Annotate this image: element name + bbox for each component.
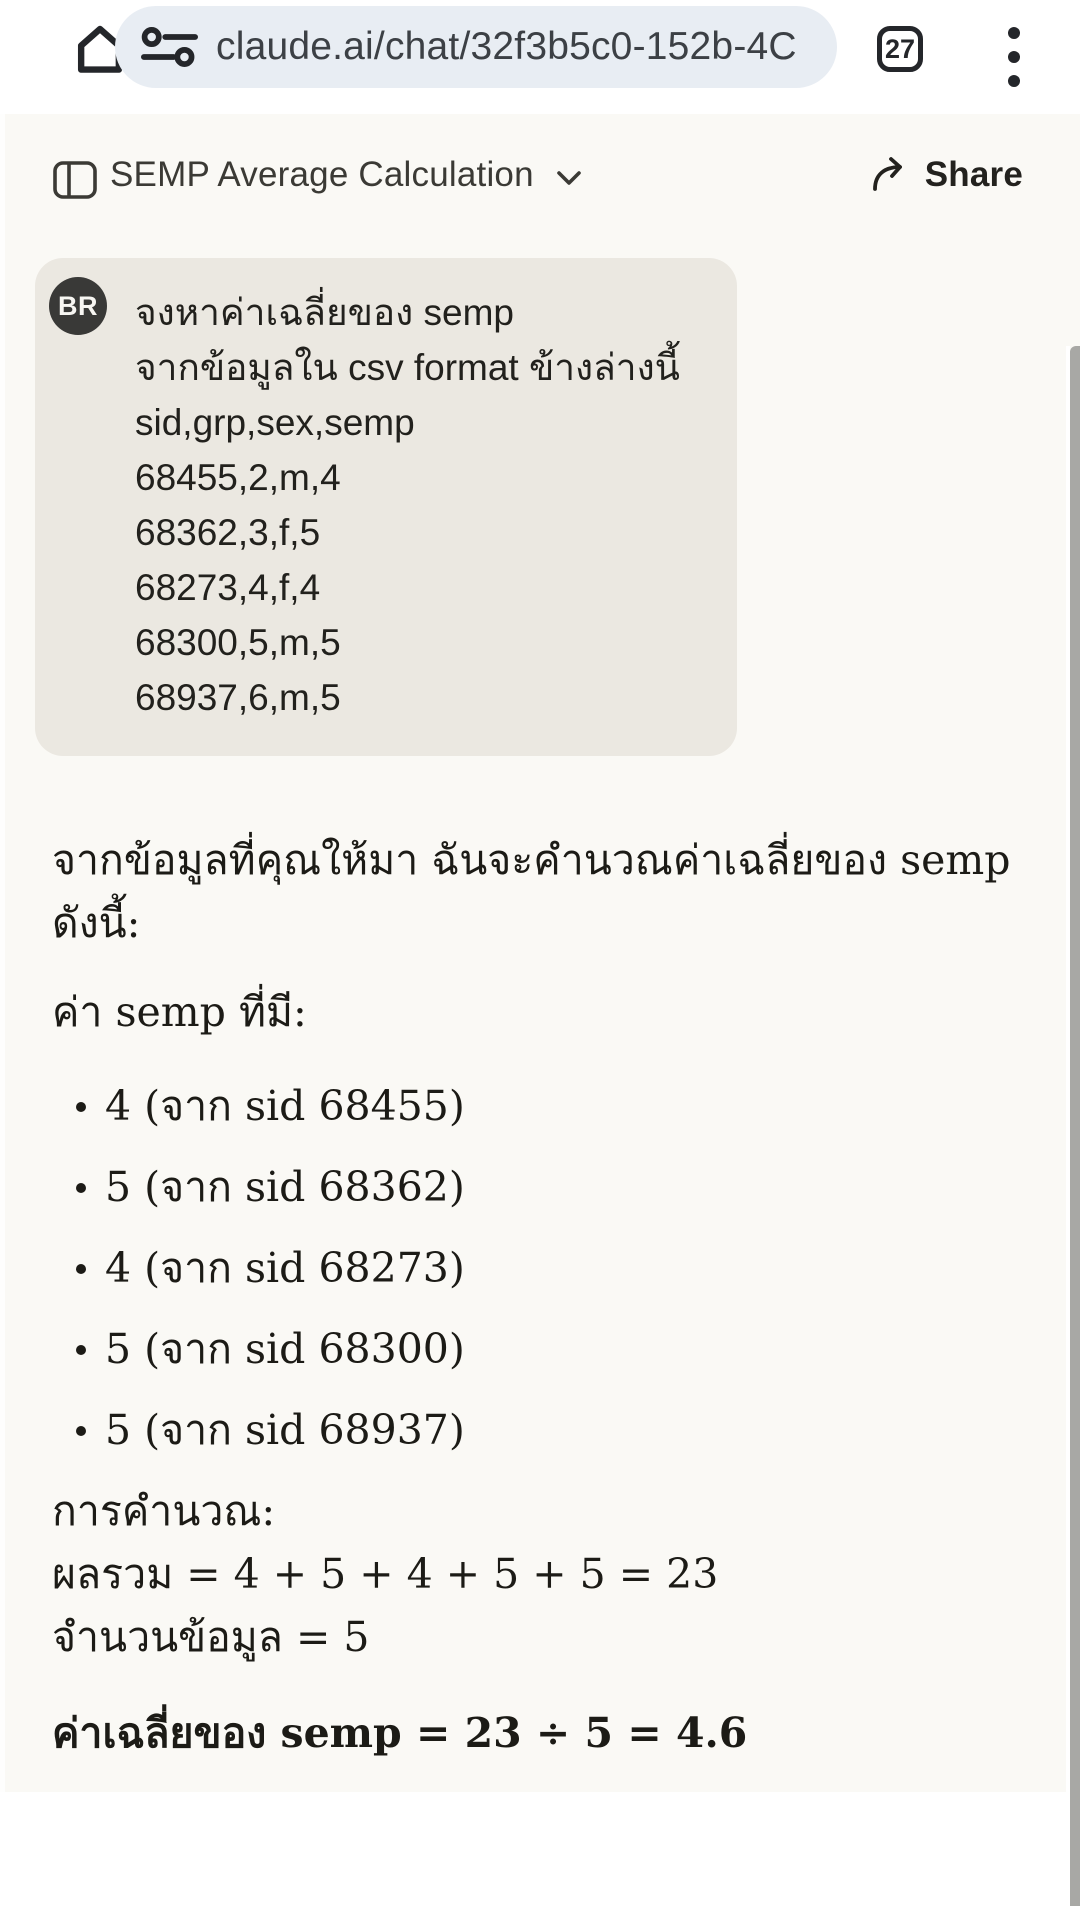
calculation-heading: การคำนวณ: [52,1487,276,1535]
user-message-line: 68455,2,m,4 [135,457,341,498]
user-message-bubble [35,258,737,756]
values-heading: ค่า semp ที่มี: [52,988,307,1036]
chevron-down-icon [556,170,582,187]
share-label: Share [924,155,1023,194]
page-left-edge [0,114,5,1792]
claude-chat-page [0,114,1080,1792]
user-message-line: จากข้อมูลใน csv format ข้างล่างนี้ [135,347,680,388]
user-message-line: sid,grp,sex,semp [135,402,415,443]
kebab-menu-icon [1002,24,1026,90]
sidebar-toggle-button[interactable] [52,160,98,200]
calculation-count-line: จำนวนข้อมูล = 5 [52,1613,370,1661]
user-message-line: 68273,4,f,4 [135,567,321,608]
url-text: claude.ai/chat/32f3b5c0-152b-4C [216,25,797,68]
site-settings-icon [141,27,198,67]
share-arrow-icon [869,156,909,194]
semp-values-list [52,1075,1052,1462]
calculation-sum-line: ผลรวม = 4 + 5 + 4 + 5 + 5 = 23 [52,1550,719,1598]
tab-switcher-button[interactable] [877,26,923,72]
user-message-line: จงหาค่าเฉลี่ยของ semp [135,292,514,333]
assistant-response [52,829,1052,1765]
browser-top-bar [0,0,1080,114]
result-line: ค่าเฉลี่ยของ semp = 23 ÷ 5 = 4.6 [52,1709,748,1757]
user-message-line: 68362,3,f,5 [135,512,321,553]
user-message-text [135,285,680,725]
list-item: 4 (จาก sid 68455) [52,1075,1052,1138]
list-item: 4 (จาก sid 68273) [52,1237,1052,1300]
conversation-title-menu[interactable] [110,114,582,236]
scrollbar-thumb[interactable] [1070,346,1080,1906]
list-item: 5 (จาก sid 68300) [52,1318,1052,1381]
list-item: 5 (จาก sid 68937) [52,1399,1052,1462]
assistant-intro-line: จากข้อมูลที่คุณให้มา ฉันจะคำนวณค่าเฉลี่ยของ semp [52,836,1011,884]
list-item: 5 (จาก sid 68362) [52,1156,1052,1219]
sidebar-panel-icon [52,160,98,200]
browser-menu-button[interactable] [1000,24,1028,90]
user-avatar: BR [49,277,107,335]
chat-header [0,114,1080,236]
user-message-line: 68937,6,m,5 [135,677,341,718]
url-bar[interactable] [115,6,837,88]
assistant-intro-line: ดังนี้: [52,899,141,947]
user-message-line: 68300,5,m,5 [135,622,341,663]
share-button[interactable] [869,114,1023,236]
conversation-title: SEMP Average Calculation [110,155,534,194]
tab-count: 27 [884,33,916,64]
